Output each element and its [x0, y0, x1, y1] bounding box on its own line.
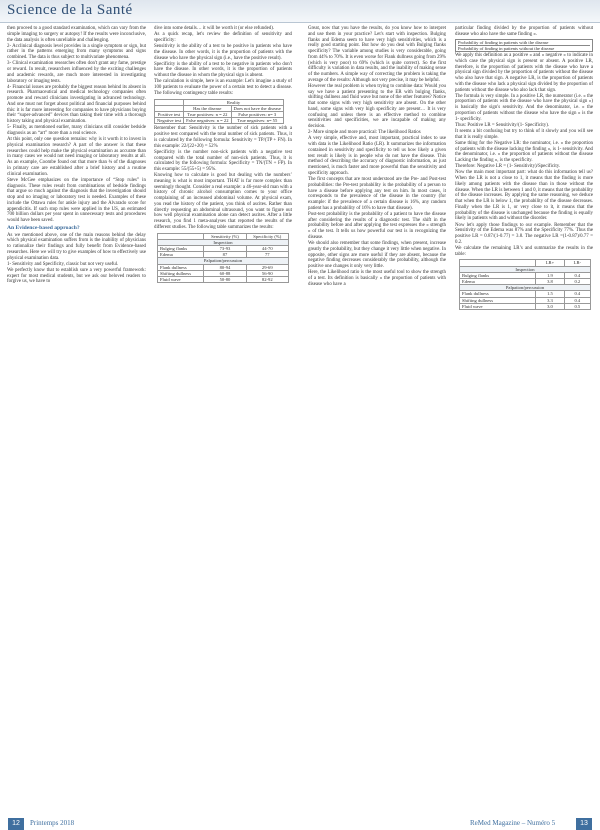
table-cell: 44-70 — [246, 246, 288, 252]
table-header: LR+ — [536, 260, 565, 266]
table-cell: True positives: n = 22 — [184, 111, 231, 117]
table-cell: 56-90 — [246, 270, 288, 276]
table-cell: 60-88 — [204, 270, 246, 276]
table-cell: 1.5 — [536, 291, 565, 297]
table-header: LR- — [564, 260, 590, 266]
table-cell: False positives: n= 3 — [231, 111, 283, 117]
formula-numerator: Probability of finding in patients with the disease — [458, 40, 590, 46]
paragraph: As a quick recap, let's review the definition of sensitivity and specificity: — [154, 32, 292, 43]
paragraph: Here, the Likelihood ratio is the most useful tool to show the strength of a test. Its definition is basically « the proportion of patients with disease who have a — [308, 270, 446, 287]
paragraph: A very simple, effective and, most important, practical index to use with data is the Likelihood Ratio (LR). It summarizes the information contained in sensitivity and specificity to tell us how likely a given test result is likely is in people who do not have the disease. This method of describing the accuracy of diagnostic information, as just mentioned, is much faster and more powerful than the sensitivity and specificity approach. — [308, 136, 446, 176]
paragraph: It seems a bit confusing but try to think of it slowly and you will see that it is really simple. — [455, 129, 593, 140]
paragraph: Remember that: Sensitivity is the number of sick patients with a positive test compared with the total number of sick patients. Thus, it is calculated by the following formula: Sensitivity = TP/(TP + FN). In this example: 22/(22+20) = 52% — [154, 126, 292, 149]
paragraph: However the real problem is when trying to combine data: Would you say we have a patient presenting to the ER with bulging flanks, shifting dullness and fluid wave but none of the other features? Notice that some signs with very high sensitivity are absent. On the other hand, some signs with very high specificity are present… It is very confusing and unless there is an effective method to combine sensitivities and specificities, we are incapable of making any decision. — [308, 83, 446, 130]
footer-magazine-name: ReMed Magazine – Numéro 5 — [470, 819, 556, 827]
page-number-right: 13 — [576, 818, 592, 830]
table-cell: 87 — [204, 252, 246, 258]
sensitivity-table — [157, 233, 289, 284]
lr-formula — [455, 39, 593, 53]
table-cell: Fluid wave — [460, 303, 536, 309]
paragraph: dive into some details… it will be worth it (or else refunded). — [154, 26, 275, 31]
paragraph: The formula is very simple. In a positive LR, the numerator (i.e. « the proportion of patients with the disease who have the physical sign ») is basically the sign's sensitivity. And the denominator, i.e. « the proportion of patients without the disease who have the sign » is the 1- specificity. — [455, 93, 593, 122]
paragraph: We apply this definition as a positive » and « negative » to indicate in which case the physical sign is present or absent. A positive LR, therefore, is the proportion of patients with the disease who have a physical sign divided by the proportion of patients without the disease who also have that sign. A negative LR, is the proportion of patients with the disease who lack a physical sign divided by the proportion of patients without the disease who also lack that sign. — [455, 53, 593, 93]
formula-denominator: Probability of finding in patients without the disease — [458, 45, 555, 51]
table-cell: Bulging flanks — [158, 246, 204, 252]
paragraph: Therefore: Negative LR = (1- Sensitivity)/Specificity. — [455, 164, 561, 170]
column-3 — [308, 26, 446, 288]
paragraph: Great, now that you have the results, do you know how to interpret and use them in your practice? Let's start with inspection. Bulging flanks and Edema seem to have very high sensitivities, which is a really good starting point. But how do you deal with Bulging flanks specificity? The variable among studies is very considerable, going from 44% to 70%. It is even worse for Flank dullness going from 29% (which is very poor) to 69% (which is quite correct). So the first difficulty is variation in data results, and the inability of making sense of the numbers. A simple way of correcting the problem is taking the average of the results: Although not very precise, it may be helpful. — [308, 26, 447, 83]
table-header: Does not have the disease — [231, 105, 283, 111]
paragraph: The first concepts that are most understood are the Pre- and Post-test probabilities: the Pre-test probability is the probability of a person to have a disease before applying any test on him. In most cases, it corresponds to the prevalence of the disease in the country (for example: if the prevalence of a certain disease is 16%, any random patient has a probability of 16% to have that disease). — [308, 177, 446, 211]
paragraph: then proceed to a good standard examination, which can vary from the simple imaging to surgery or autopsy! If the results were inconclusive, the data analysis is often unreliable and challenging. — [7, 26, 146, 43]
paragraph: 5- Finally, as mentioned earlier, many clinicians still consider bedside diagnosis as an “art” more than a real science. — [7, 125, 146, 137]
table-cell: Edema — [460, 279, 536, 285]
paragraph: 4- Financial issues are probably the biggest reason behind its absent in research. Pharmaceutical and medical technology companies often promote and reward clinicians investigating in advanced technology. And one must not forget about political and financial purposes behind this: it is far more interesting for companies to have physicians buying their “super-advanced” devices than taking their time with a thorough history taking and physical examination. — [7, 84, 146, 125]
paragraph: Thus: Positive LR = Sensitivity/(1- Specificity). — [455, 122, 550, 128]
paragraph: Post-test probability is the probability of a patient to have the disease after considering the results of a diagnostic test. The shift in the probability before and after applying the test expresses the « strength » of the test. It tells us how powerful our test is in recognizing the disease. — [308, 211, 446, 240]
lr-table — [459, 259, 591, 310]
table-row — [158, 277, 289, 283]
paragraph: 2- Acclinical diagnosis level provides in a single symptom or sign, but rather in the patterns emerging from many symptoms and signs combined. The data is thus subject to multivariate phenomena. — [7, 43, 146, 61]
paragraph: As we mentioned above, one of the main reasons behind the delay which physical examination suffers from is the inability of physicians to rationalize their findings and fully benefit from Evidence-based researches. Here we will try to give examples of how to effectively use physical examination data. — [7, 232, 146, 261]
paragraph: Same thing for the Negative LR: the nominator, i.e. « the proportion of patients with the disease lacking the finding », is 1- sensitivity. And the denominator, i.e. « the proportion of patients without the disease Lacking the finding », is the specificity. — [455, 140, 593, 164]
page-number-left: 12 — [8, 818, 24, 830]
table-cell: 0.4 — [564, 297, 590, 303]
table-section: Palpation/percussion — [460, 285, 591, 291]
paragraph: Steve McGee emphasizes on the importance of “Stop rules” in diagnosis. These rules result from combinations of bedside findings that argue so much against the diagnosis that the investigation should stop and no imaging or laboratory test is needed. Examples of these include the Ottawa rules for ankle injury and the Alvarado score for appendicitis. If such stop rules were applied in the US, an estimated 700 billion dollars per year spent in unnecessary tests and procedures would have been saved. — [7, 177, 146, 224]
paragraph: Sensitivity is the ability of a test to be positive in patients who have the disease. In other words, it is the proportion of patients with the disease who have the physical sign (i.e., have the positive result). — [154, 44, 292, 61]
paragraph: The calculation is simple, here is an example: Let's imagine a study of 100 patients to evaluate the power of a certain test to detect a disease. The following contingency table results: — [154, 79, 292, 96]
table-cell: 82-92 — [246, 277, 288, 283]
paragraph: We perfectly know that to establish sure a very powerful framework: expert for most medical students, but we ask our beloved readers to forgive us, we have to — [7, 267, 146, 285]
table-cell: 3.0 — [536, 303, 565, 309]
table-cell: 77 — [246, 252, 288, 258]
table-cell: 29-69 — [246, 264, 288, 270]
paragraph: We should also remember that some findings, when present, increase greatly the probability, but they change it very little when negative. In opposite, other signs are more useful if they are absent, because the negative finding decreases considerably the probability, although the positive one changes it only very little. — [308, 241, 446, 270]
paragraph: Now let's apply those findings to our example. Remember that the Sensitivity of the Edema was 87% and the Specificity 77%. Thus the positive LR = 0.87/(1-0.77) = 3.8. The negative LR =(1-0.87)/0.77 = 0.2. — [455, 222, 593, 245]
table-header: Has the disease — [184, 105, 231, 111]
table-row-header: Negative test — [155, 118, 184, 124]
paragraph: 1- Sensitivity and Specificity, classic but not very useful. — [7, 261, 119, 267]
table-cell: Shifting dullness — [158, 270, 204, 276]
table-cell: Edema — [158, 252, 204, 258]
table-section: Inspection — [460, 266, 591, 272]
table-header: Reality — [184, 99, 284, 105]
table-cell: 50-80 — [204, 277, 246, 283]
table-cell: Shifting dullness — [460, 297, 536, 303]
table-cell: 0.4 — [564, 272, 590, 278]
column-2 — [154, 26, 292, 285]
table-row — [158, 246, 289, 252]
section-title: Science de la Santé — [7, 2, 133, 18]
page-header — [0, 0, 600, 22]
paragraph: particular finding divided by the proportion of patients without disease who also have the same finding ». — [455, 26, 593, 37]
table-cell: 80-94 — [204, 264, 246, 270]
table-cell: 0.2 — [564, 279, 590, 285]
paragraph: Specificity is the number non-sick patients with a negative test compared with the total number of non-sick patients. Thus, it is calculated by the following formula: Specificity = TN/(TN + FP). In this example: 55/(55+5) = 95%. — [154, 149, 292, 173]
paragraph: Specificity is the ability of a test to be negative in patients who don't have the disease. In other words, it is the proportion of patients without the disease in whom the physical sign is absent. — [154, 61, 292, 79]
column-4 — [455, 26, 593, 312]
paragraph: 3- Clinical examination researches often don't grant any fame, prestige or reward. In result, researchers influenced by the exciting challenges and academic rewards, are much more interested in investigating laboratory or imaging tests. — [7, 61, 146, 84]
footer-issue-date: Printemps 2018 — [30, 819, 75, 827]
column-1 — [7, 26, 146, 286]
table-cell: 1.9 — [536, 272, 565, 278]
subheading: An Evidence-based approach? — [7, 224, 80, 231]
table-row — [158, 270, 289, 276]
table-section: Palpation/percussion — [158, 258, 289, 264]
table-cell: Bulging flanks — [460, 272, 536, 278]
contingency-table — [154, 99, 284, 125]
table-cell: 3.8 — [536, 279, 565, 285]
table-row — [460, 303, 591, 309]
table-cell: 0.4 — [564, 291, 590, 297]
table-cell: 0.5 — [564, 303, 590, 309]
table-cell: 3.3 — [536, 297, 565, 303]
table-row-header: Positive test — [155, 111, 184, 117]
table-cell: 73-93 — [204, 246, 246, 252]
paragraph: 2- More simple and more practical: The likelihood Ratios — [308, 130, 421, 136]
table-cell: Flank dullness — [460, 291, 536, 297]
paragraph: At this point, only one question remains: why is it worth it to invest in physical examination research? A part of the answer is that these researches could help make the physical examination as accurate than in many cases we would not need imaging or laboratory results at all. As an example, Coombe found out that more than ¾ of the diagnoses in primary care are established after a brief history and a routine clinical examination. — [7, 137, 146, 177]
table-cell: Flank dullness — [158, 264, 204, 270]
table-section: Inspection — [158, 239, 289, 245]
table-row — [158, 264, 289, 270]
page-footer — [0, 408, 600, 827]
table-cell: True negatives: n= 55 — [231, 118, 283, 124]
table-header: Sensitivity (%) — [204, 233, 246, 239]
paragraph: We calculate the remaining LR’s and summarize the results in the table: — [455, 245, 593, 257]
table-header: Specificity (%) — [246, 233, 288, 239]
paragraph: Now the main most important part: what do this information tell us? When the LR is not a close to 1, it means that the finding is more likely among patients with the disease than in those without the disease. When the LR is between 1 and 0, it means that the probability of the disease increases. By applying the same reasoning, we deduce that when the LR is below 1, the probability of the disease decreases. Finally when the LR is 1, or very close to it, it means that the probability of the disease is unchanged because the finding is equally likely in patients with and without the disorder. — [455, 170, 593, 222]
table-cell: Fluid wave — [158, 277, 204, 283]
table-cell: False negatives: n = 22 — [184, 118, 231, 124]
paragraph: Knowing how to calculate is good but dealing with the numbers’ meaning is what is most important. THAT is far more complex than seemingly thought. Consider a real example: a 46-year-old man with a history of chronic alcohol consumption comes to your office complaining of an increased abdominal volume. At physical exam, you read the history of the patient, you think of ascites. Rather than directly requesting an abdominal ultrasound, you want to figure out how well physical examination alone can detect ascites. After a little research, you find 1 meta-analyses that reported the results of the different studies. The following table summarizes the results: — [154, 173, 292, 230]
